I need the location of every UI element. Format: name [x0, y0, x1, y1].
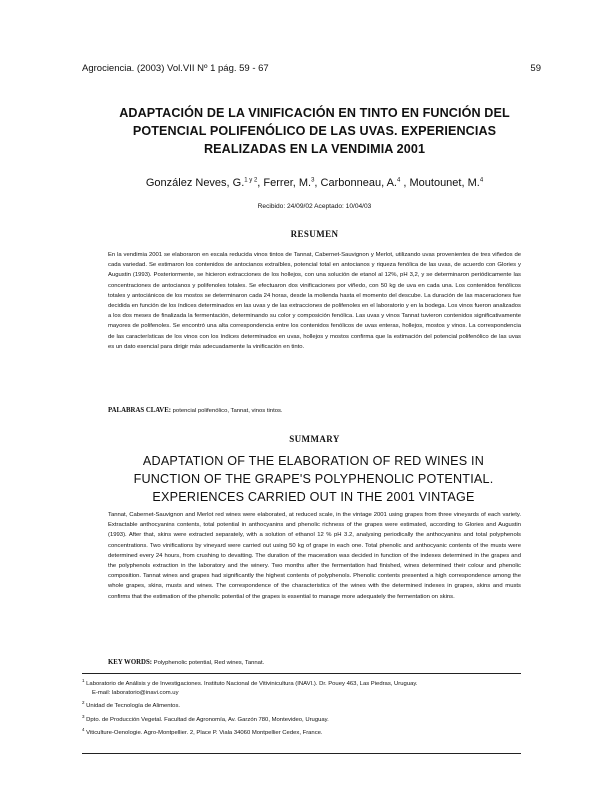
affiliation-mark: 4 [479, 177, 484, 184]
keywords-value: Polyphenolic potential, Red wines, Tannat. [152, 660, 265, 666]
author-name: , Carbonneau, A. [314, 177, 397, 189]
title-line: ADAPTATION OF THE ELABORATION OF RED WINES IN [142, 454, 485, 468]
footnote-text: Viticulture-Oenologie. Agro-Montpellier. 2, Place P. Viala 34060 Montpellier Cedex, France. [86, 729, 323, 736]
author-name: , Ferrer, M. [257, 177, 312, 189]
affiliation-mark: 1 y 2 [244, 177, 258, 184]
footnote-text: Unidad de Tecnología de Alimentos. [86, 703, 181, 710]
page-number: 59 [530, 63, 541, 74]
received-accepted-dates: Recibido: 24/09/02 Aceptado: 10/04/03 [257, 203, 372, 210]
footnote [82, 676, 527, 689]
footnote-number: 3 [82, 713, 85, 719]
affiliation-mark: 4 [396, 177, 401, 184]
title-line: REALIZADAS EN LA VENDIMIA 2001 [203, 142, 426, 156]
title-line: FUNCTION OF THE GRAPE'S POLYPHENOLIC POTENTIAL. [133, 472, 494, 486]
footnote-text: Dpto. de Producción Vegetal. Facultad de Agronomía, Av. Garzón 780, Montevideo, Uruguay. [86, 716, 329, 723]
footnotes [82, 676, 527, 738]
summary-heading: SUMMARY [289, 434, 340, 444]
footnote [82, 698, 527, 711]
affiliation-mark: 3 [311, 177, 315, 184]
footnote-number: 4 [82, 726, 85, 732]
author-list [70, 177, 559, 189]
footnote [82, 689, 527, 698]
paper-title [70, 104, 559, 158]
title-line: ADAPTACIÓN DE LA VINIFICACIÓN EN TINTO EN FUNCIÓN DEL [119, 106, 510, 120]
footnote-number: 2 [82, 700, 85, 706]
keywords-label: PALABRAS CLAVE: [108, 407, 172, 414]
footnote-number: 1 [82, 678, 85, 683]
author-name: , Moutounet, M. [400, 177, 480, 189]
summary-keywords [108, 659, 521, 666]
running-header [82, 63, 541, 74]
resumen-text: En la vendimia 2001 se elaboraron en escala reducida vinos tintos de Tannat, Cabernet-Sauvignon y Merlot, utilizando uvas provenientes de tres viñedos de cada variedad. Se estimaron los contenidos de antocianos extraíbles, potencial total en antocianos y riqueza fenólica de las uvas, de acuerdo con Glories y Augustin (1993). Posteriormente, se hicieron extracciones de los hollejos, con una solución de etanol al 12%, pH 3,2, y se determinaron periódicamente las concentraciones de antocianos y polifenoles totales. Se efectuaron dos vinificaciones por viñedo, con 50 kg de uva en cada una. Los contenidos fenólicos totales y antociánicos de los mostos se determinaron cada 24 horas, desde la molienda hasta el momento del descube. La duración de las maceraciones fue decidida en función de los índices determinados en las uvas y de las extracciones de polifenoles en el laboratorio y en la bodega. Los vinos fueron analizados a los dos meses de finalizada la fermentación, determinando su color y composición fenólica. Las uvas y vinos Tannat tuvieron contenidos significativamente mayores de polifenoles. Se encontró una alta correspondencia entre los contenidos fenólicos de uvas enteras, hollejos, mostos y vinos. La correspondencia de las características de los vinos con los índices determinados en uvas, hollejos y mostos confirma que la estimación del potencial polifenólico de las uvas es un dato esencial para dirigir más adecuadamente la vinificación en tinto. [108, 252, 521, 350]
journal-citation: Agrociencia. (2003) Vol.VII Nº 1 pág. 59 - 67 [82, 63, 269, 74]
footnote-divider [82, 673, 521, 674]
keywords-label: KEY WORDS: [108, 659, 152, 666]
title-line: POTENCIAL POLIFENÓLICO DE LAS UVAS. EXPERIENCIAS [132, 124, 497, 138]
english-title [60, 452, 567, 506]
footnote [82, 725, 527, 738]
author-name: González Neves, G. [145, 177, 245, 189]
resumen-keywords [108, 407, 521, 414]
keywords-value: potencial polifenólico, Tannat, vinos tintos. [171, 408, 283, 414]
footnote-text: Laboratorio de Análisis y de Investigaciones. Instituto Nacional de Vitivinicultura (INAVI.). Dr. Pouey 463, Las Piedras, Uruguay. [86, 680, 418, 687]
summary-text: Tannat, Cabernet-Sauvignon and Merlot red wines were elaborated, at reduced scale, in the vintage 2001 using grapes from three vineyards of each variety. Extractable anthocyanins contents, total potential in anthocyanins and phenolic richness of the grapes were estimated, according to Glories and Augustin (1993). After that, skins were extracted separately, with a solution of ethanol 12 % pH 3.2, analysing periodically the anthocyanins and total polyphenols concentrations. Two vinifications by vineyard were carried out using 50 kg of grape in each one. Total phenolic and anthocyanic contents of the musts were determined every 24 hours, from crushing to devatting. The duration of the maceration was decided in function of the indexes determined in the grapes and the polyphenols extraction in the laboratory and the winery. Two months after the fermentation had finished, wines determined their colour and phenolic composition. Tannat wines and grapes had significantly the highest contents of polyphenols. Phenolic contents presented a high correspondence among the whole grapes, skins, musts and wines. The correspondence of the characteristics of the wines with the determined indexes in grapes, skins and musts confirms that the estimation of the phenolic potential of the grapes is essential to manage more adequately the fermentation on skins. [108, 512, 521, 600]
title-line: EXPERIENCES CARRIED OUT IN THE 2001 VINTAGE [152, 490, 475, 504]
resumen-heading: RESUMEN [290, 229, 339, 239]
footnote [82, 712, 527, 725]
bottom-rule [82, 753, 521, 754]
footnote-text: E-mail: laboratorio@inavi.com.uy [92, 690, 179, 697]
